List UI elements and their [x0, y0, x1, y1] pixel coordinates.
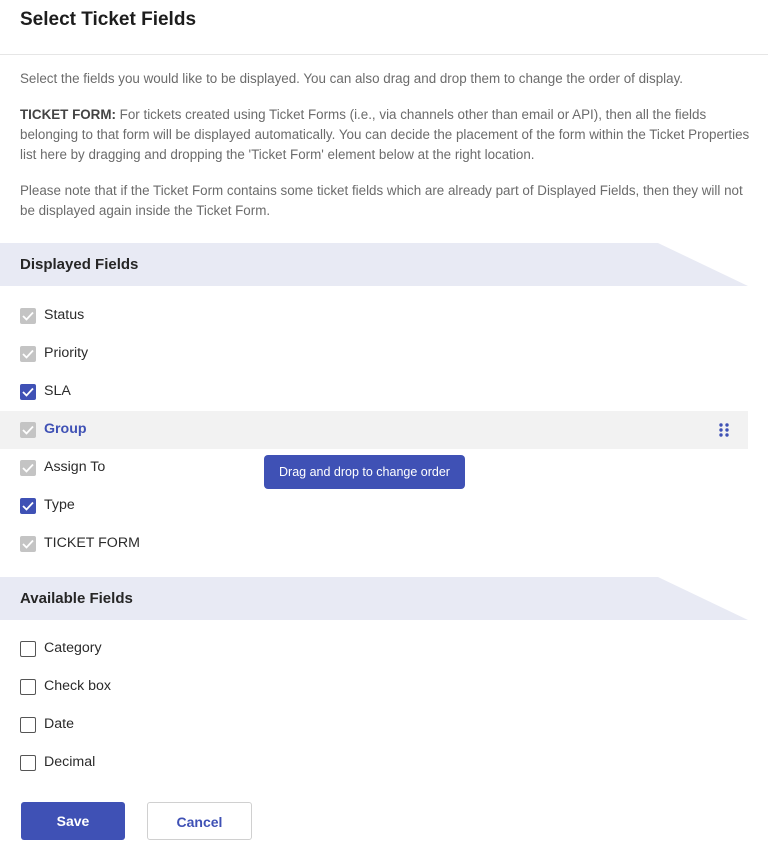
drag-handle-icon[interactable]: [718, 422, 730, 438]
field-label: Type: [44, 497, 75, 513]
available-fields-header: [0, 577, 748, 620]
dialog-title: Select Ticket Fields: [20, 9, 197, 30]
field-checkbox[interactable]: [20, 755, 36, 771]
field-checkbox[interactable]: [20, 641, 36, 657]
field-checkbox: [20, 460, 36, 476]
field-label: SLA: [44, 383, 71, 399]
field-label: Status: [44, 307, 85, 323]
checkmark-icon: [22, 539, 34, 549]
field-checkbox[interactable]: [20, 679, 36, 695]
checkmark-icon: [22, 387, 34, 397]
field-checkbox: [20, 308, 36, 324]
field-label: Assign To: [44, 459, 106, 475]
note-text: Please note that if the Ticket Form contains some ticket fields which are already part of Displayed Fields, then they will not be displayed again inside the Ticket Form.: [20, 183, 743, 218]
title-divider: [0, 54, 768, 55]
field-row-check-box[interactable]: [0, 668, 748, 706]
field-row-decimal[interactable]: [0, 744, 748, 782]
intro-text: Select the fields you would like to be displayed. You can also drag and drop them to change the order of display.: [20, 71, 684, 86]
field-row-ticket-form[interactable]: [0, 525, 748, 563]
field-label: Category: [44, 640, 102, 656]
field-row-group[interactable]: [0, 411, 748, 449]
field-label: Priority: [44, 345, 89, 361]
field-checkbox[interactable]: [20, 498, 36, 514]
field-row-priority[interactable]: [0, 335, 748, 373]
checkmark-icon: [22, 349, 34, 359]
field-label: Group: [44, 421, 87, 437]
field-checkbox: [20, 346, 36, 362]
field-checkbox[interactable]: [20, 384, 36, 400]
displayed-fields-header: [0, 243, 748, 286]
displayed-fields-heading: Displayed Fields: [20, 256, 139, 273]
ticket-form-paragraph: [20, 105, 760, 165]
field-checkbox[interactable]: [20, 717, 36, 733]
field-row-status[interactable]: [0, 297, 748, 335]
field-row-category[interactable]: [0, 630, 748, 668]
checkmark-icon: [22, 463, 34, 473]
field-checkbox: [20, 422, 36, 438]
field-checkbox: [20, 536, 36, 552]
checkmark-icon: [22, 311, 34, 321]
cancel-button[interactable]: Cancel: [147, 802, 252, 840]
available-fields-heading: Available Fields: [20, 590, 133, 607]
checkmark-icon: [22, 501, 34, 511]
field-label: Decimal: [44, 754, 96, 770]
field-label: TICKET FORM: [44, 535, 140, 551]
checkmark-icon: [22, 425, 34, 435]
field-row-date[interactable]: [0, 706, 748, 744]
save-button[interactable]: Save: [21, 802, 125, 840]
field-row-type[interactable]: [0, 487, 748, 525]
ticket-form-label: TICKET FORM:: [20, 107, 116, 122]
field-label: Date: [44, 716, 74, 732]
drag-tooltip: Drag and drop to change order: [264, 455, 465, 489]
ticket-form-text: For tickets created using Ticket Forms (i.e., via channels other than email or API), then all the fields belonging to that form will be displayed automatically. You can decide the placement of the form within the Ticket Properties list here by dragging and dropping the 'Ticket Form' element below at the right location.: [20, 107, 750, 162]
field-label: Check box: [44, 678, 112, 694]
field-row-sla[interactable]: [0, 373, 748, 411]
